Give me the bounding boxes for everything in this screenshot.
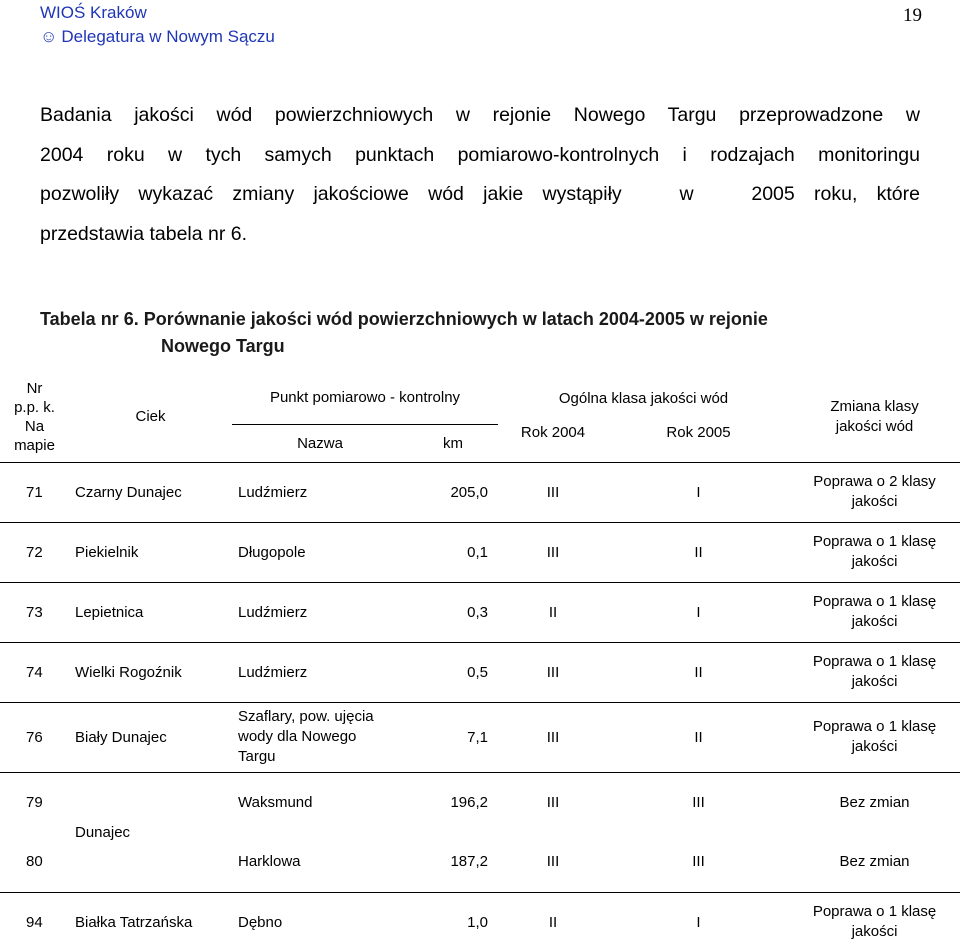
cell-zmiana: Poprawa o 1 klasę jakości (789, 522, 960, 582)
header-zmiana: Zmiana klasy jakości wód (789, 372, 960, 462)
cell-nazwa: Ludźmierz (232, 462, 408, 522)
cell-zmiana: Poprawa o 1 klasę jakości (789, 582, 960, 642)
cell-zmiana: Poprawa o 1 klasę jakości (789, 642, 960, 702)
intro-line: przedstawia tabela nr 6. (40, 222, 248, 245)
cell-km: 0,1 (408, 522, 498, 582)
cell-rok2004: III (546, 793, 560, 811)
cell-km: 0,5 (408, 642, 498, 702)
table-row (0, 702, 960, 772)
cell-nr: 73 (0, 582, 69, 642)
table-row (0, 522, 960, 582)
cell-rok2005: I (608, 582, 789, 642)
caption-label: Tabela nr 6. (40, 309, 139, 329)
table-row (0, 892, 960, 952)
cell-rok2005: III (692, 793, 705, 811)
cell-nazwa: Harklowa (232, 832, 408, 892)
intro-line: 2004 roku w tych samych punktach pomiarowo-kontrolnych i rodzajach monitoringu (40, 143, 920, 166)
cell-km: 196,2 (450, 793, 488, 811)
cell-rok2005: III (608, 832, 789, 892)
cell-ciek: Biały Dunajec (69, 702, 232, 772)
intro-line: pozwoliły wykazać zmiany jakościowe wód jakie wystąpiły w 2005 roku, które (40, 183, 920, 205)
cell-nazwa: Waksmund (238, 793, 313, 811)
header-rok2005: Rok 2005 (608, 424, 789, 462)
header-org: WIOŚ Kraków (40, 3, 147, 22)
cell-nazwa: Ludźmierz (232, 642, 408, 702)
cell-ciek: Wielki Rogoźnik (69, 642, 232, 702)
caption-text: Porównanie jakości wód powierzchniowych w latach 2004-2005 w rejonie (143, 309, 768, 329)
cell-nazwa: Dębno (238, 913, 283, 931)
cell-ciek: Lepietnica (69, 582, 232, 642)
header-nazwa: Nazwa (232, 424, 408, 462)
cell-zmiana: Poprawa o 1 klasę jakości (789, 702, 960, 772)
page-number: 19 (903, 5, 922, 26)
cell-rok2005: I (608, 462, 789, 522)
cell-nr: 94 (26, 913, 43, 931)
smiley-icon: ☺ (40, 27, 58, 46)
header-branch (40, 27, 275, 47)
table-row (0, 772, 960, 832)
table-row (0, 642, 960, 702)
intro-line: Badania jakości wód powierzchniowych w rejonie Nowego Targu przeprowadzone w (40, 104, 920, 126)
cell-rok2004: II (498, 582, 608, 642)
cell-nr: 79 (26, 793, 43, 811)
cell-zmiana: Bez zmian (839, 793, 910, 811)
cell-km: 205,0 (408, 462, 498, 522)
table-caption (40, 306, 768, 360)
cell-nr: 72 (0, 522, 69, 582)
cell-nazwa: Ludźmierz (232, 582, 408, 642)
cell-nr: 71 (0, 462, 69, 522)
cell-nr: 76 (0, 702, 69, 772)
cell-rok2004: III (498, 642, 608, 702)
cell-rok2005: I (696, 913, 701, 931)
cell-zmiana: Poprawa o 2 klasy jakości (789, 462, 960, 522)
cell-zmiana: Poprawa o 1 klasę jakości (812, 903, 937, 941)
header-km: km (408, 424, 498, 462)
intro-paragraph (40, 96, 920, 254)
cell-nr: 80 (0, 832, 69, 892)
cell-rok2004: III (498, 832, 608, 892)
cell-rok2005: II (608, 642, 789, 702)
header-klasa: Ogólna klasa jakości wód (558, 389, 729, 407)
cell-zmiana: Bez zmian (789, 832, 960, 892)
cell-ciek: Piekielnik (69, 522, 232, 582)
cell-rok2004: III (498, 522, 608, 582)
cell-ciek: Dunajec (69, 772, 232, 892)
cell-km: 7,1 (408, 702, 498, 772)
cell-rok2004: III (498, 702, 608, 772)
cell-ciek: Czarny Dunajec (69, 462, 232, 522)
header-ciek: Ciek (69, 372, 232, 462)
cell-rok2004: II (548, 913, 558, 931)
cell-km: 0,3 (408, 582, 498, 642)
cell-ciek: Białka Tatrzańska (75, 913, 193, 931)
table-row (0, 462, 960, 522)
comparison-table (0, 372, 960, 952)
header-rok2004: Rok 2004 (498, 424, 608, 462)
cell-rok2004: III (498, 462, 608, 522)
branch-name: Delegatura w Nowym Sączu (61, 27, 275, 46)
cell-rok2005: II (608, 702, 789, 772)
header-nr: Nr p.p. k. Na mapie (0, 372, 69, 462)
cell-rok2005: II (608, 522, 789, 582)
cell-km: 187,2 (408, 832, 498, 892)
cell-nr: 74 (0, 642, 69, 702)
table-row (0, 582, 960, 642)
cell-nazwa: Długopole (232, 522, 408, 582)
cell-km: 1,0 (467, 913, 488, 931)
header-punkt: Punkt pomiarowo - kontrolny (269, 389, 461, 407)
caption-text-continued: Nowego Targu (161, 336, 285, 356)
cell-nazwa: Szaflary, pow. ujęcia wody dla Nowego Targu (232, 702, 408, 772)
